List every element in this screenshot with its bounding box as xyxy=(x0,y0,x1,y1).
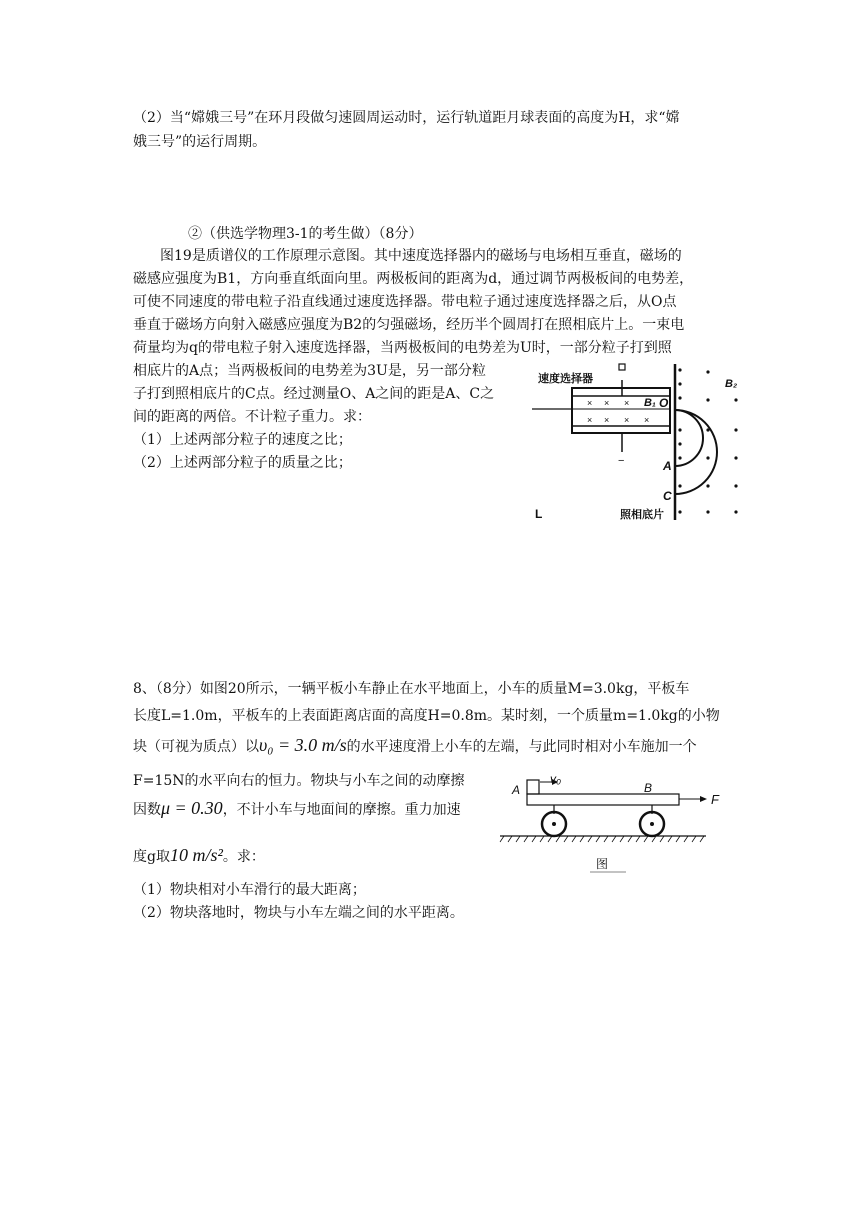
mu-expression: μ = 0.30 xyxy=(161,798,223,818)
b2-label: B₂ xyxy=(725,378,738,390)
optional-paragraph-line: 垂直于磁场方向射入磁感应强度为B2的匀强磁场，经历半个圆周打在照相底片上。一束电 xyxy=(133,317,685,333)
svg-text:×: × xyxy=(604,415,610,425)
film-label: 照相底片 xyxy=(620,509,664,521)
b1-label: B₁ xyxy=(644,397,656,409)
p8-line6-post: 。求： xyxy=(222,849,265,865)
optional-paragraph-line: 荷量均为q的带电粒子射入速度选择器，当两极板间的电势差为U时，一部分粒子打到照 xyxy=(133,340,672,356)
point-o-label: O xyxy=(659,396,669,410)
velocity-selector-label: 速度选择器 xyxy=(538,373,593,385)
q2-line1: （2）当“嫦娥三号”在环月段做匀速圆周运动时，运行轨道距月球表面的高度为H，求“嫦 xyxy=(133,110,680,126)
p8-line3-post: 的水平速度滑上小车的左端，与此同时相对小车施加一个 xyxy=(346,739,697,755)
p8-line5-pre: 因数 xyxy=(133,802,161,818)
minus-terminal: − xyxy=(618,455,625,467)
optional-question-2: （2）上述两部分粒子的质量之比； xyxy=(133,455,352,471)
corner-mark: L xyxy=(535,507,543,521)
svg-text:×: × xyxy=(624,398,630,408)
cart-figure xyxy=(494,768,734,878)
p8-line1: 8、（8分）如图20所示，一辆平板小车静止在水平地面上，小车的质量M=3.0kg，平板车 xyxy=(133,681,690,697)
force-label: F xyxy=(711,792,719,807)
optional-paragraph-line: 图19是质谱仪的工作原理示意图。其中速度选择器内的磁场与电场相互垂直，磁场的 xyxy=(160,248,682,264)
mass-spectrometer-figure xyxy=(532,360,744,525)
p8-line6 xyxy=(133,843,265,867)
optional-paragraph-line: 相底片的A点；当两极板间的电势差为3U是，另一部分粒 xyxy=(133,363,486,379)
q2-line2: 娥三号”的运行周期。 xyxy=(133,134,267,150)
optional-paragraph-line: 磁感应强度为B1，方向垂直纸面向里。两极板间的距离为d，通过调节两极板间的电势差， xyxy=(133,271,694,287)
point-a-label: A xyxy=(663,459,672,473)
point-b-label: B xyxy=(644,781,653,795)
svg-text:×: × xyxy=(587,398,593,408)
cart-figure-caption: 图 xyxy=(596,857,609,871)
optional-paragraph-line: 子打到照相底片的C点。经过测量O、A之间的距是A、C之 xyxy=(133,386,495,402)
v0-expression: υ₀ = 3.0 m/s xyxy=(259,735,347,755)
cart-board xyxy=(527,794,679,805)
p8-line4: F=15N的水平向右的恒力。物块与小车之间的动摩擦 xyxy=(133,773,465,789)
svg-text:×: × xyxy=(604,398,610,408)
p8-line5 xyxy=(133,796,461,820)
block-a-label: A xyxy=(512,783,521,797)
optional-heading: ②（供选学物理3-1的考生做）（8分） xyxy=(188,226,423,242)
svg-text:×: × xyxy=(624,415,630,425)
g-expression: 10 m/s² xyxy=(169,845,223,865)
svg-text:×: × xyxy=(587,415,593,425)
block-a xyxy=(527,780,539,794)
p8-line3 xyxy=(133,733,697,757)
p8-line3-pre: 块（可视为质点）以 xyxy=(133,739,259,755)
optional-question-1: （1）上述两部分粒子的速度之比； xyxy=(133,432,352,448)
point-c-label: C xyxy=(663,489,672,503)
p8-question-1: （1）物块相对小车滑行的最大距离； xyxy=(133,882,366,898)
svg-text:×: × xyxy=(644,415,650,425)
p8-question-2: （2）物块落地时，物块与小车左端之间的水平距离。 xyxy=(133,905,464,921)
optional-paragraph-line: 可使不同速度的带电粒子沿直线通过速度选择器。带电粒子通过速度选择器之后，从O点 xyxy=(133,294,677,310)
p8-line6-pre: 度g取 xyxy=(133,849,170,865)
trajectory-c xyxy=(675,410,717,494)
optional-paragraph-line: 间的距离的两倍。不计粒子重力。求： xyxy=(133,409,371,425)
v0-label: v₀ xyxy=(550,772,562,786)
p8-line2: 长度L=1.0m，平板车的上表面距离店面的高度H=0.8m。某时刻，一个质量m=1.0kg的小物 xyxy=(133,708,720,724)
p8-line5-post: ，不计小车与地面间的摩擦。重力加速 xyxy=(222,802,461,818)
